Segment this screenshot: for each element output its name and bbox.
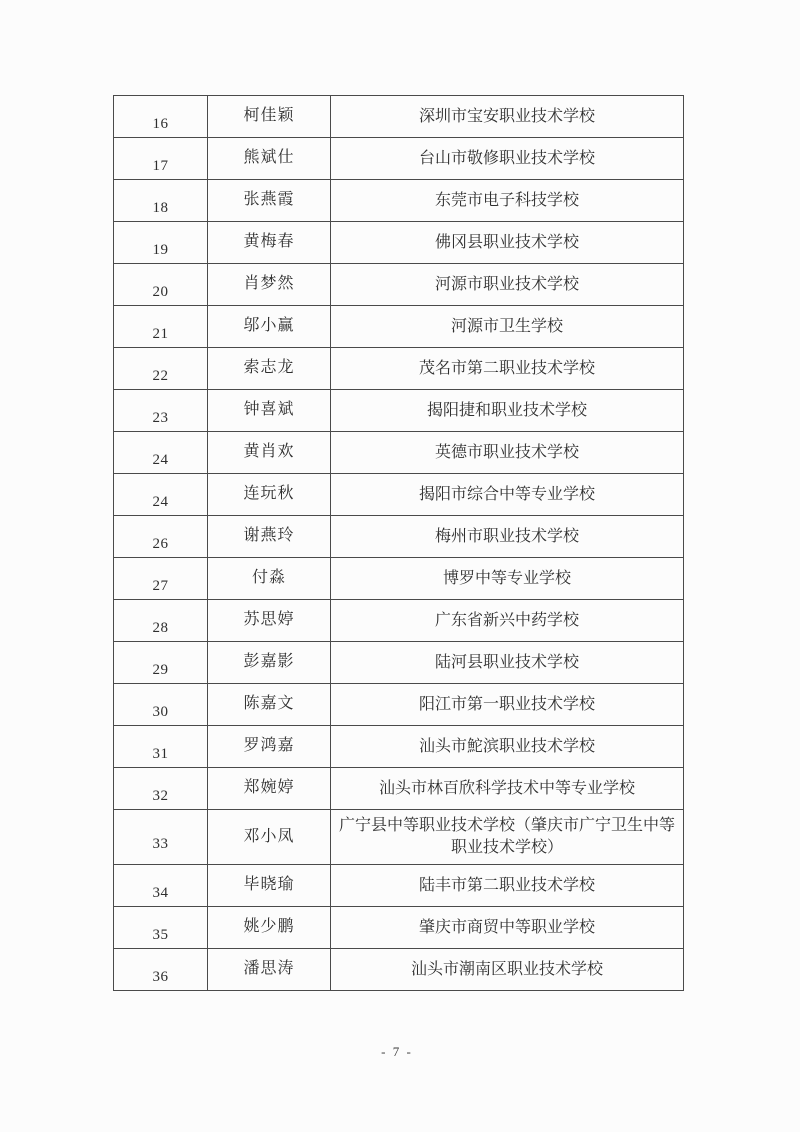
school-name-cell: 河源市卫生学校 <box>331 306 684 348</box>
school-name-cell: 阳江市第一职业技术学校 <box>331 684 684 726</box>
student-name-cell <box>208 684 331 726</box>
table-row <box>114 865 684 907</box>
row-number-text: 31 <box>152 745 169 762</box>
student-name-cell <box>208 726 331 768</box>
student-name-cell <box>208 558 331 600</box>
student-name-text: 肖梦然 <box>243 275 295 292</box>
row-number-cell <box>114 432 208 474</box>
student-name-cell <box>208 138 331 180</box>
student-name-text: 邬小赢 <box>243 317 295 334</box>
row-number-text: 26 <box>152 535 169 552</box>
school-name-cell: 茂名市第二职业技术学校 <box>331 348 684 390</box>
row-number-text: 18 <box>152 199 169 216</box>
row-number-cell <box>114 138 208 180</box>
student-name-cell <box>208 768 331 810</box>
student-name-cell <box>208 180 331 222</box>
table-row <box>114 474 684 516</box>
student-name-cell <box>208 264 331 306</box>
school-name-cell: 佛冈县职业技术学校 <box>331 222 684 264</box>
row-number-text: 16 <box>152 115 169 132</box>
table-row <box>114 264 684 306</box>
student-name-cell <box>208 949 331 991</box>
row-number-text: 17 <box>152 157 169 174</box>
row-number-cell <box>114 348 208 390</box>
student-name-text: 黄肖欢 <box>243 443 295 460</box>
table-row <box>114 138 684 180</box>
row-number-cell <box>114 865 208 907</box>
row-number-cell <box>114 558 208 600</box>
school-name-cell: 广宁县中等职业技术学校（肇庆市广宁卫生中等职业技术学校） <box>331 810 684 865</box>
student-name-cell <box>208 642 331 684</box>
table-row <box>114 432 684 474</box>
student-name-text: 谢燕玲 <box>243 527 295 544</box>
row-number-text: 30 <box>152 703 169 720</box>
row-number-cell <box>114 949 208 991</box>
student-name-cell <box>208 222 331 264</box>
row-number-text: 34 <box>152 884 169 901</box>
row-number-text: 36 <box>152 968 169 985</box>
row-number-cell <box>114 726 208 768</box>
student-name-cell <box>208 348 331 390</box>
row-number-text: 24 <box>152 493 169 510</box>
row-number-text: 19 <box>152 241 169 258</box>
table-row <box>114 180 684 222</box>
student-name-cell <box>208 96 331 138</box>
student-name-cell <box>208 432 331 474</box>
table-row <box>114 684 684 726</box>
table-row <box>114 907 684 949</box>
row-number-cell <box>114 810 208 865</box>
student-name-cell <box>208 474 331 516</box>
row-number-text: 32 <box>152 787 169 804</box>
school-name-cell: 广东省新兴中药学校 <box>331 600 684 642</box>
student-name-cell <box>208 390 331 432</box>
student-name-text: 邓小凤 <box>243 827 295 845</box>
school-name-cell: 深圳市宝安职业技术学校 <box>331 96 684 138</box>
row-number-text: 33 <box>152 836 169 852</box>
school-name-cell: 揭阳捷和职业技术学校 <box>331 390 684 432</box>
row-number-cell <box>114 907 208 949</box>
student-name-text: 熊斌仕 <box>243 149 295 166</box>
row-number-text: 29 <box>152 661 169 678</box>
row-number-text: 23 <box>152 409 169 426</box>
row-number-text: 27 <box>152 577 169 594</box>
row-number-cell <box>114 768 208 810</box>
student-name-cell <box>208 810 331 865</box>
student-name-text: 苏思婷 <box>243 611 295 628</box>
school-name-cell: 汕头市潮南区职业技术学校 <box>331 949 684 991</box>
row-number-cell <box>114 642 208 684</box>
student-name-text: 姚少鹏 <box>243 918 295 935</box>
row-number-cell <box>114 600 208 642</box>
school-name-cell: 英德市职业技术学校 <box>331 432 684 474</box>
table-row <box>114 642 684 684</box>
roster-table-body <box>114 96 684 991</box>
student-name-cell <box>208 306 331 348</box>
school-name-cell: 梅州市职业技术学校 <box>331 516 684 558</box>
student-name-cell <box>208 600 331 642</box>
student-name-text: 郑婉婷 <box>243 779 295 796</box>
row-number-cell <box>114 684 208 726</box>
student-name-text: 毕晓瑜 <box>243 876 295 893</box>
row-number-cell <box>114 306 208 348</box>
school-name-cell: 揭阳市综合中等专业学校 <box>331 474 684 516</box>
page-number: - 7 - <box>381 1044 413 1059</box>
table-row <box>114 390 684 432</box>
row-number-cell <box>114 516 208 558</box>
student-name-text: 连玩秋 <box>243 485 295 502</box>
row-number-text: 35 <box>152 926 169 943</box>
row-number-text: 22 <box>152 367 169 384</box>
table-row <box>114 810 684 865</box>
student-name-text: 钟喜斌 <box>243 401 295 418</box>
row-number-cell <box>114 474 208 516</box>
table-row <box>114 516 684 558</box>
student-name-text: 柯佳颖 <box>243 107 295 124</box>
school-name-cell: 台山市敬修职业技术学校 <box>331 138 684 180</box>
row-number-text: 21 <box>152 325 169 342</box>
table-row <box>114 726 684 768</box>
student-name-cell <box>208 865 331 907</box>
row-number-cell <box>114 180 208 222</box>
student-name-text: 彭嘉影 <box>243 653 295 670</box>
student-name-text: 潘思涛 <box>243 960 295 977</box>
school-name-cell: 博罗中等专业学校 <box>331 558 684 600</box>
table-row <box>114 768 684 810</box>
school-name-cell: 汕头市林百欣科学技术中等专业学校 <box>331 768 684 810</box>
table-row <box>114 558 684 600</box>
table-row <box>114 306 684 348</box>
school-name-cell: 陆丰市第二职业技术学校 <box>331 865 684 907</box>
row-number-cell <box>114 96 208 138</box>
school-name-cell: 汕头市鮀滨职业技术学校 <box>331 726 684 768</box>
student-name-text: 张燕霞 <box>243 191 295 208</box>
row-number-text: 20 <box>152 283 169 300</box>
student-name-text: 罗鸿嘉 <box>243 737 295 754</box>
roster-table <box>113 95 684 991</box>
student-name-text: 陈嘉文 <box>243 695 295 712</box>
student-name-text: 付淼 <box>251 569 286 586</box>
table-row <box>114 96 684 138</box>
student-name-cell <box>208 516 331 558</box>
row-number-text: 24 <box>152 451 169 468</box>
student-name-cell <box>208 907 331 949</box>
student-name-text: 黄梅春 <box>243 233 295 250</box>
school-name-cell: 河源市职业技术学校 <box>331 264 684 306</box>
row-number-cell <box>114 390 208 432</box>
school-name-cell: 陆河县职业技术学校 <box>331 642 684 684</box>
row-number-text: 28 <box>152 619 169 636</box>
school-name-cell: 东莞市电子科技学校 <box>331 180 684 222</box>
student-name-text: 索志龙 <box>243 359 295 376</box>
school-name-cell: 肇庆市商贸中等职业学校 <box>331 907 684 949</box>
table-row <box>114 348 684 390</box>
table-row <box>114 600 684 642</box>
table-row <box>114 949 684 991</box>
row-number-cell <box>114 264 208 306</box>
table-row <box>114 222 684 264</box>
row-number-cell <box>114 222 208 264</box>
